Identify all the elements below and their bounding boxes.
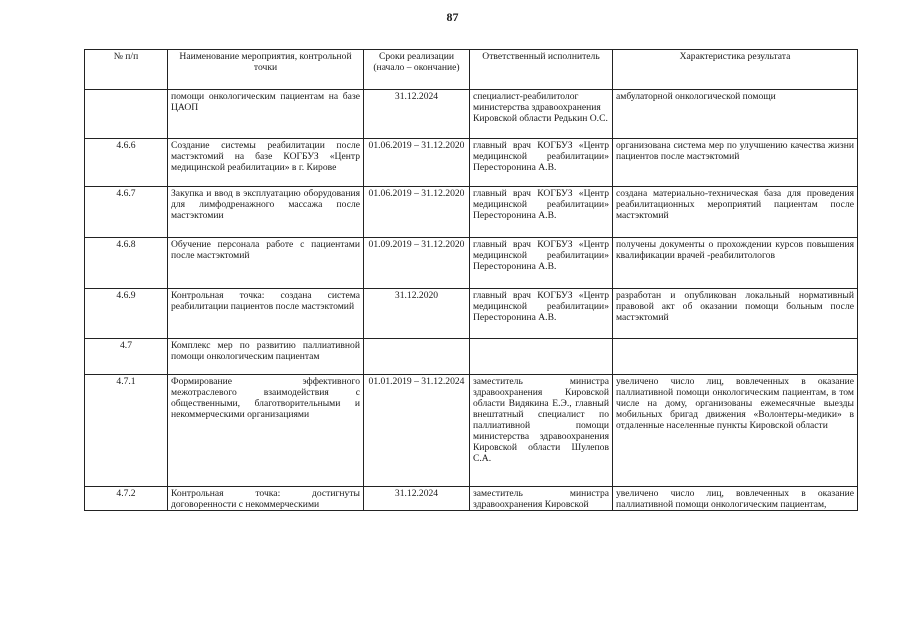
row-responsible [470, 339, 613, 375]
row-responsible: главный врач КОГБУЗ «Центр медицинской реабилитации» Пересторонина А.В. [470, 238, 613, 289]
header-dates: Сроки реализации (начало – окончание) [364, 50, 470, 90]
table-row [85, 289, 858, 339]
row-name: Обучение персонала работе с пациентами после мастэктомий [168, 238, 364, 289]
row-result: увеличено число лиц, вовлеченных в оказание паллиативной помощи онкологическим пациентам, [613, 487, 858, 511]
header-name: Наименование мероприятия, контрольной точки [168, 50, 364, 90]
header-num: № п/п [85, 50, 168, 90]
row-dates: 01.01.2019 – 31.12.2024 [364, 375, 470, 487]
row-responsible: главный врач КОГБУЗ «Центр медицинской реабилитации» Пересторонина А.В. [470, 139, 613, 187]
row-result: амбулаторной онкологической помощи [613, 90, 858, 139]
header-responsible: Ответственный исполнитель [470, 50, 613, 90]
row-num: 4.6.6 [85, 139, 168, 187]
row-name: Контрольная точка: достигнуты договоренности с некоммерческими [168, 487, 364, 511]
row-dates: 31.12.2024 [364, 487, 470, 511]
row-result: получены документы о прохождении курсов повышения квалификации врачей -реабилитологов [613, 238, 858, 289]
row-result [613, 339, 858, 375]
row-dates: 31.12.2024 [364, 90, 470, 139]
header-result: Характеристика результата [613, 50, 858, 90]
row-num: 4.6.7 [85, 187, 168, 238]
row-responsible: заместитель министра здравоохранения Кировской области Видякина Е.Э., главный внештатный специалист по паллиативной помощи министерства здравоохранения Кировской области Шулепов С.А. [470, 375, 613, 487]
table-row [85, 187, 858, 238]
row-dates [364, 339, 470, 375]
action-plan-table [84, 49, 858, 511]
row-responsible: специалист-реабилитолог министерства здравоохранения Кировской области Редькин О.С. [470, 90, 613, 139]
row-result: увеличено число лиц, вовлеченных в оказание паллиативной помощи онкологическим пациентам, в том числе на дому, организованы ежемесячные выезды мобильных бригад движения «Волонтеры-медики» в отдаленные населенные пункты Кировской области [613, 375, 858, 487]
row-name: Закупка и ввод в эксплуатацию оборудования для лимфодренажного массажа после мастэктомии [168, 187, 364, 238]
table-row [85, 90, 858, 139]
row-responsible: заместитель министра здравоохранения Кировской [470, 487, 613, 511]
row-responsible: главный врач КОГБУЗ «Центр медицинской реабилитации» Пересторонина А.В. [470, 187, 613, 238]
row-dates: 01.06.2019 – 31.12.2020 [364, 139, 470, 187]
row-responsible: главный врач КОГБУЗ «Центр медицинской реабилитации» Пересторонина А.В. [470, 289, 613, 339]
table-row [85, 238, 858, 289]
row-dates: 31.12.2020 [364, 289, 470, 339]
table-row [85, 375, 858, 487]
row-num: 4.7.1 [85, 375, 168, 487]
section-row [85, 339, 858, 375]
row-dates: 01.06.2019 – 31.12.2020 [364, 187, 470, 238]
row-num: 4.6.8 [85, 238, 168, 289]
row-result: создана материально-техническая база для проведения реабилитационных мероприятий пациентам после мастэктомий [613, 187, 858, 238]
row-name: помощи онкологическим пациентам на базе ЦАОП [168, 90, 364, 139]
section-name: Комплекс мер по развитию паллиативной помощи онкологическим пациентам [168, 339, 364, 375]
page-number: 87 [446, 10, 459, 24]
row-name: Создание системы реабилитации после мастэктомий на базе КОГБУЗ «Центр медицинской реабилитации» в г. Кирове [168, 139, 364, 187]
table-row [85, 139, 858, 187]
row-result: организована система мер по улучшению качества жизни пациентов после мастэктомий [613, 139, 858, 187]
section-num: 4.7 [85, 339, 168, 375]
row-num: 4.7.2 [85, 487, 168, 511]
row-num [85, 90, 168, 139]
row-num: 4.6.9 [85, 289, 168, 339]
row-name: Формирование эффективного межотраслевого взаимодействия с общественными, благотворительными и некоммерческими организациями [168, 375, 364, 487]
table-header-row [85, 50, 858, 90]
row-result: разработан и опубликован локальный нормативный правовой акт об оказании помощи больным после мастэктомий [613, 289, 858, 339]
table-row [85, 487, 858, 511]
row-dates: 01.09.2019 – 31.12.2020 [364, 238, 470, 289]
row-name: Контрольная точка: создана система реабилитации пациентов после мастэктомий [168, 289, 364, 339]
